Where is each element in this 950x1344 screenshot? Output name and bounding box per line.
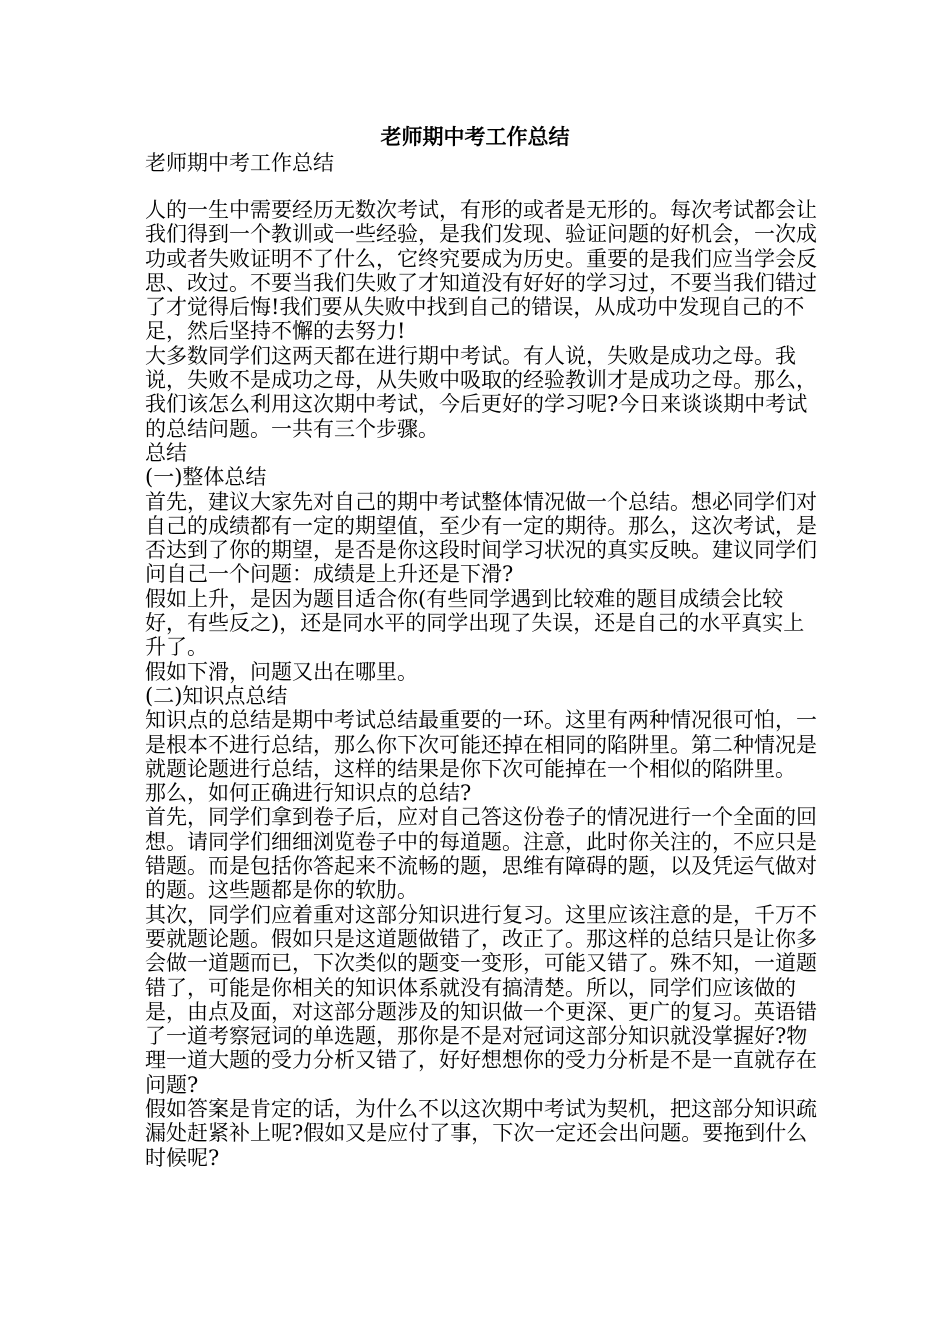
paragraph: 那么，如何正确进行知识点的总结? bbox=[145, 781, 472, 806]
section-heading: (二)知识点总结 bbox=[145, 683, 288, 708]
paragraph: 其次，同学们应着重对这部分知识进行复习。这里应该注意的是，千万不要就题论题。假如只是这道题做错了，改正了。那这样的总结只是让你多会做一道题而已，下次类似的题变一变形，可能又错了。殊不知，一道题错了，可能是你相关的知识体系就没有搞清楚。所以，同学们应该做的是，由点及面，对这部分题涉及的知识做一个更深、更广的复习。英语错了一道考察冠词的单选题，那你是不是对冠词这部分知识就没掌握好?物理一道大题的受力分析又错了，好好想想你的受力分析是不是一直就存在问题? bbox=[145, 902, 817, 1097]
document-title: 老师期中考工作总结 bbox=[380, 124, 570, 149]
document-body bbox=[145, 198, 825, 1170]
paragraph: 人的一生中需要经历无数次考试，有形的或者是无形的。每次考试都会让我们得到一个教训或一些经验，是我们发现、验证问题的好机会，一次成功或者失败证明不了什么，它终究要成为历史。重要的是我们应当学会反思、改过。不要当我们失败了才知道没有好好的学习过，不要当我们错过了才觉得后悔!我们要从失败中找到自己的错误，从成功中发现自己的不足，然后坚持不懈的去努力! bbox=[145, 198, 817, 344]
paragraph: 假如下滑，问题又出在哪里。 bbox=[145, 659, 418, 684]
paragraph: 首先，建议大家先对自己的期中考试整体情况做一个总结。想必同学们对自己的成绩都有一定的期望值，至少有一定的期待。那么，这次考试，是否达到了你的期望，是否是你这段时间学习状况的真实反映。建议同学们问自己一个问题：成绩是上升还是下滑? bbox=[145, 489, 817, 587]
document-subtitle: 老师期中考工作总结 bbox=[145, 151, 334, 175]
paragraph: 大多数同学们这两天都在进行期中考试。有人说，失败是成功之母。我说，失败不是成功之母，从失败中吸取的经验教训才是成功之母。那么，我们该怎么利用这次期中考试，今后更好的学习呢?今日来谈谈期中考试的总结问题。一共有三个步骤。 bbox=[145, 343, 817, 441]
paragraph: 假如答案是肯定的话，为什么不以这次期中考试为契机，把这部分知识疏漏处赶紧补上呢?假如又是应付了事，下次一定还会出问题。要拖到什么时候呢? bbox=[145, 1096, 817, 1170]
paragraph: 知识点的总结是期中考试总结最重要的一环。这里有两种情况很可怕，一是根本不进行总结，那么你下次可能还掉在相同的陷阱里。第二种情况是就题论题进行总结，这样的结果是你下次可能掉在一个相似的陷阱里。 bbox=[145, 708, 817, 781]
paragraph: 首先，同学们拿到卷子后，应对自己答这份卷子的情况进行一个全面的回想。请同学们细细浏览卷子中的每道题。注意，此时你关注的，不应只是错题。而是包括你答起来不流畅的题，思维有障碍的题，以及凭运气做对的题。这些题都是你的软肋。 bbox=[145, 805, 817, 903]
paragraph: 假如上升，是因为题目适合你(有些同学遇到比较难的题目成绩会比较好，有些反之)，还是同水平的同学出现了失误，还是自己的水平真实上升了。 bbox=[145, 586, 805, 660]
section-heading: 总结 bbox=[145, 440, 187, 465]
section-heading: (一)整体总结 bbox=[145, 465, 267, 490]
